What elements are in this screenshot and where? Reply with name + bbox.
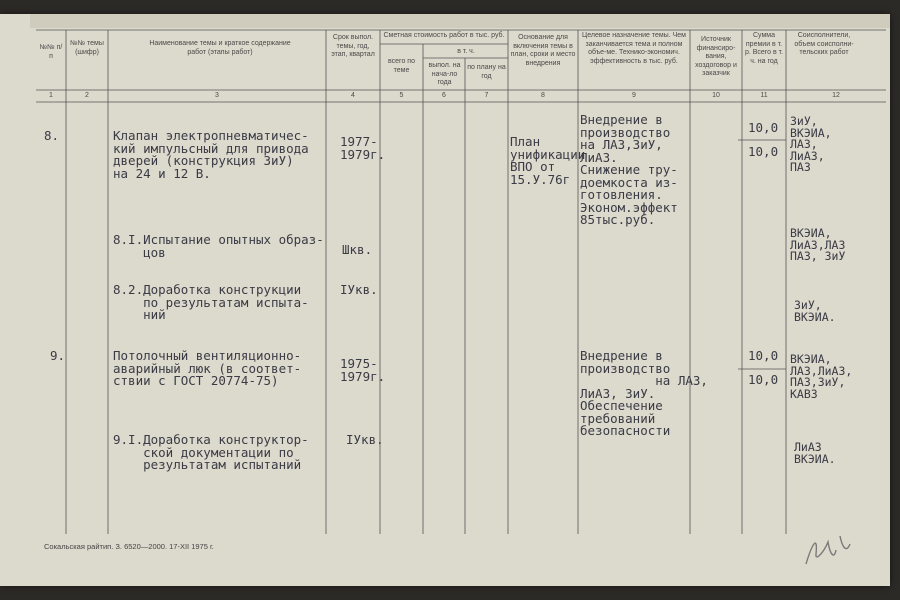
row9-term: 1975- 1979г. xyxy=(340,356,386,384)
row8-premium-year: 10,0 xyxy=(748,144,779,159)
row8-1-term: Шкв. xyxy=(342,242,373,257)
colnum-1: 1 xyxy=(49,92,53,99)
header-term: Срок выпол. темы, год, этап, квартал xyxy=(331,34,375,58)
colnum-3: 3 xyxy=(215,92,219,99)
header-cost-done: выпол. на нача-ло года xyxy=(428,62,461,86)
header-purpose: Целевое назначение темы. Чем заканчивается тема и полном объе-ме. Технико-экономич. эффективность в тыс. руб. xyxy=(582,32,686,65)
colnum-2: 2 xyxy=(85,92,89,99)
header-cost-group: Сметная стоимость работ в тыс. руб. xyxy=(383,32,505,39)
header-basis: Основание для включения темы в план, сроки и место внедрения xyxy=(510,34,576,67)
colnum-4: 4 xyxy=(351,92,355,99)
signature-mark xyxy=(800,524,860,574)
header-num: №№ п/п xyxy=(39,44,63,60)
colnum-9: 9 xyxy=(632,92,636,99)
colnum-11: 11 xyxy=(760,92,768,99)
row9-coexecutors: ВКЭИА, ЛАЗ,ЛиАЗ, ПАЗ,ЗиУ, КАВЗ xyxy=(790,352,853,401)
row8-premium-total: 10,0 xyxy=(748,120,779,135)
document-sheet xyxy=(0,14,890,586)
row8-title: Клапан электропневматичес- кий импульсный для привода дверей (конструкция ЗиУ) на 24 и 12 В. xyxy=(113,128,309,181)
row8-coexecutors: ЗиУ, ВКЭИА, ЛАЗ, ЛиАЗ, ПАЗ xyxy=(790,114,832,174)
row8-basis: План унификации ВПО от 15.У.76г xyxy=(510,134,586,187)
colnum-10: 10 xyxy=(712,92,720,99)
row8-2-term: IУкв. xyxy=(340,282,378,297)
colnum-8: 8 xyxy=(541,92,545,99)
row8-2-coexecutors: ЗиУ, ВКЭИА. xyxy=(794,298,836,324)
printer-footer: Сокальская райтип. З. 6520—2000. 17-XII 1975 г. xyxy=(44,542,214,551)
header-vtch: в т. ч. xyxy=(457,48,475,55)
row8-1-coexecutors: ВКЭИА, ЛиАЗ,ЛАЗ ПАЗ, ЗиУ xyxy=(790,226,846,263)
header-title: Наименование темы и краткое содержание работ (этапы работ) xyxy=(149,40,291,56)
header-code: №№ темы (шифр) xyxy=(70,40,104,56)
header-cost-total: всего по теме xyxy=(388,58,415,74)
row9-premium-total: 10,0 xyxy=(748,348,779,363)
row9-1-coexecutors: ЛиАЗ ВКЭИА. xyxy=(794,440,836,466)
header-coexecutors: Соисполнители, объем соисполни-тельских работ xyxy=(794,32,854,56)
header-finance: Источник финансиро-вания, хоздоговор и заказчик xyxy=(695,36,737,77)
row8-purpose: Внедрение в производство на ЛАЗ,ЗиУ, ЛиАЗ. Снижение тру- доемкоста из- готовления. Эконом.эффект 85тыс.руб. xyxy=(580,112,678,227)
header-cost-plan: по плану на год xyxy=(467,64,506,80)
row9-1-title: 9.I.Доработка конструктор- ской документации по результатам испытаний xyxy=(113,432,309,472)
row8-term: 1977- 1979г. xyxy=(340,134,386,162)
row9-1-term: IУкв. xyxy=(346,432,384,447)
colnum-5: 5 xyxy=(399,92,404,99)
colnum-7: 7 xyxy=(484,92,489,99)
row8-2-title: 8.2.Доработка конструкции по результатам испыта- ний xyxy=(113,282,309,322)
colnum-12: 12 xyxy=(832,92,840,99)
header-premium: Сумма премии в т. р. Всего в т. ч. на год xyxy=(744,32,784,65)
row9-title: Потолочный вентиляционно- аварийный люк (в соответ- ствии с ГОСТ 20774-75) xyxy=(113,348,302,388)
row9-purpose: Внедрение в производство на ЛАЗ, ЛиАЗ, ЗиУ. Обеспечение требований безопасности xyxy=(580,348,708,438)
row8-1-title: 8.I.Испытание опытных образ- цов xyxy=(113,232,324,260)
row8-number: 8. xyxy=(44,128,60,143)
colnum-6: 6 xyxy=(442,92,446,99)
row9-number: 9. xyxy=(50,348,66,363)
row9-premium-year: 10,0 xyxy=(748,372,779,387)
